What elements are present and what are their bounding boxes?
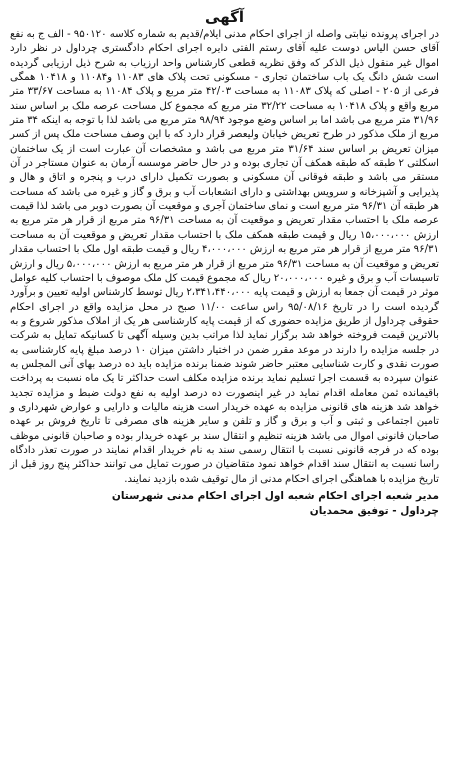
signature-block	[10, 489, 439, 519]
notice-body: در اجرای پرونده نیابتی واصله از اجرای احکام مدنی ایلام/قدیم به شماره کلاسه ۹۵۰۱۲۰ - الف ج به نفع آقای حسن الیاس دوست علیه آقای رستم الفتی دایره اجرای احکام دادگستری چرداول در نظر دارد اموال غیر منقول ذیل الذکر که وفق نظریه قطعی کارشناس واحد ارزیاب به شرح ذیل ارزیابی گردیده است شش دانگ یک باب ساختمان تجاری - مسکونی تحت پلاک های ۱۱۰۸۳ و۱۱۰۸۴ و ۱۰۴۱۸ همگی فرعی از ۲۰۵ - اصلی که پلاک ۱۱۰۸۳ به مساحت ۴۲/۰۳ متر مربع و پلاک ۱۱۰۸۴ به مساحت ۳۳/۶۷ متر مربع واقع و پلاک ۱۰۴۱۸ به مساحت ۳۲/۲۲ متر مربع که مجموع کل مساحت عرصه ملک بر اساس سند ۳۱/۹۶ متر مربع می باشد اما بر اساس وضع موجود ۹۸/۹۴ متر مربع می باشد لذا با توجه به اینکه ۳۴ متر مربع از ملک مذکور در طرح تعریض خیابان ولیعصر قرار دارد که با این وصف مساحت ملک پس از کسر میزان تعریض بر اساس سند ۳۱/۶۴ متر مربع می باشد و مشخصات آن عبارت است از یک ساختمان اسکلتی ۲ طبقه که طبقه همکف آن تجاری بوده و در حال حاضر موسسه آرمان به عنوان مستاجر در آن مستقر می باشد و طبقه فوقانی آن مسکونی و بصورت تکمیل دارای درب و پنجره و اتاق و هال و پذیرایی و آشپزخانه و سرویس بهداشتی و دارای انشعابات آب و برق و گاز و غیره می باشد که مساحت هر طبقه آن ۹۶/۳۱ متر مربع است و نمای ساختمان آجری و موقعیت آن بصورت دوبر می باشد لذا قیمت عرصه ملک با احتساب مقدار تعریض و موقعیت آن به مساحت ۹۶/۳۱ متر مربع از قرار هر متر مربع به ارزش ۱۵،۰۰۰،۰۰۰ ریال و قیمت طبقه همکف ملک با احتساب مقدار تعریض و موقعیت آن به مساحت ۹۶/۳۱ متر مربع از قرار هر متر مربع به ارزش ۴،۰۰۰،۰۰۰ ریال و قیمت طبقه اول ملک با احتساب مقدار تعریض و موقعیت آن به مساحت ۹۶/۳۱ متر مربع از قرار هر متر مربع به ارزش ۵،۰۰۰،۰۰۰ ریال و ارزش تاسیسات آب و برق و غیره ۲۰،۰۰۰،۰۰۰ ریال که مجموع قیمت کل ملک موصوف با احتساب کلیه عوامل موثر در قیمت آن جمعا به ارزش و قیمت پایه ۲،۳۴۱،۴۴۰،۰۰۰ ریال توسط کارشناس اولیه تعیین و برآورد گردیده است را در تاریخ ۹۵/۰۸/۱۶ راس ساعت ۱۱/۰۰ صبح در محل مزایده واقع در اجرای احکام حقوقی چرداول از طریق مزایده حضوری که از قیمت پایه کارشناسی هر یک از املاک مذکور شروع و به بالاترین قیمت فروخته خواهد شد برگزار نماید لذا مراتب بدین وسیله آگهی تا کسانیکه تمایل به شرکت در جلسه مزایده را دارند در موعد مقرر ضمن در اختیار داشتن میزان ۱۰ درصد مبلغ پایه کارشناسی به صورت نقدی و کارت شناسایی معتبر حاضر شوند ضمنا برنده مزایده باید ده درصد بهای آنی المجلس به عنوان سپرده به قسمت اجرا تسلیم نماید برنده مزایده مکلف است حداکثر تا یک ماه نسبت به پرداخت باقیمانده ثمن معامله اقدام نماید در غیر اینصورت ده درصد اولیه به نفع دولت ضبط و مزایده تجدید خواهد شد هزینه های قانونی مزایده به عهده خریدار است هزینه مالیات و دارایی و عوارض شهرداری و تامین اجتماعی و ثبتی و آب و برق و گاز و تلفن و سایر هزینه های مصرفی تا تاریخ فروش بر عهده صاحبان قانونی اموال می باشد هزینه تنظیم و انتقال سند بر عهده خریدار بوده و صاحبان قانونی موظف بوده که در فرجه قانونی نسبت با انتقال رسمی سند به نام خریدار اقدام نمایند در صورت تعذر دادگاه راسا نسبت به انتقال سند اقدام خواهد نمود متقاضیان در صورت تمایل می توانند حداکثر پنج روز قبل از تاریخ مزایده با هماهنگی اجرای احکام مدنی از مال توقیف شده بازدید نمایند.	[10, 29, 440, 485]
signature-title: مدیر شعبه اجرای احکام شعبه اول اجرای احکام مدنی شهرستان	[111, 490, 439, 502]
signature-name: چرداول - توفیق محمدیان	[309, 505, 439, 517]
notice-title: آگهی	[205, 8, 244, 26]
